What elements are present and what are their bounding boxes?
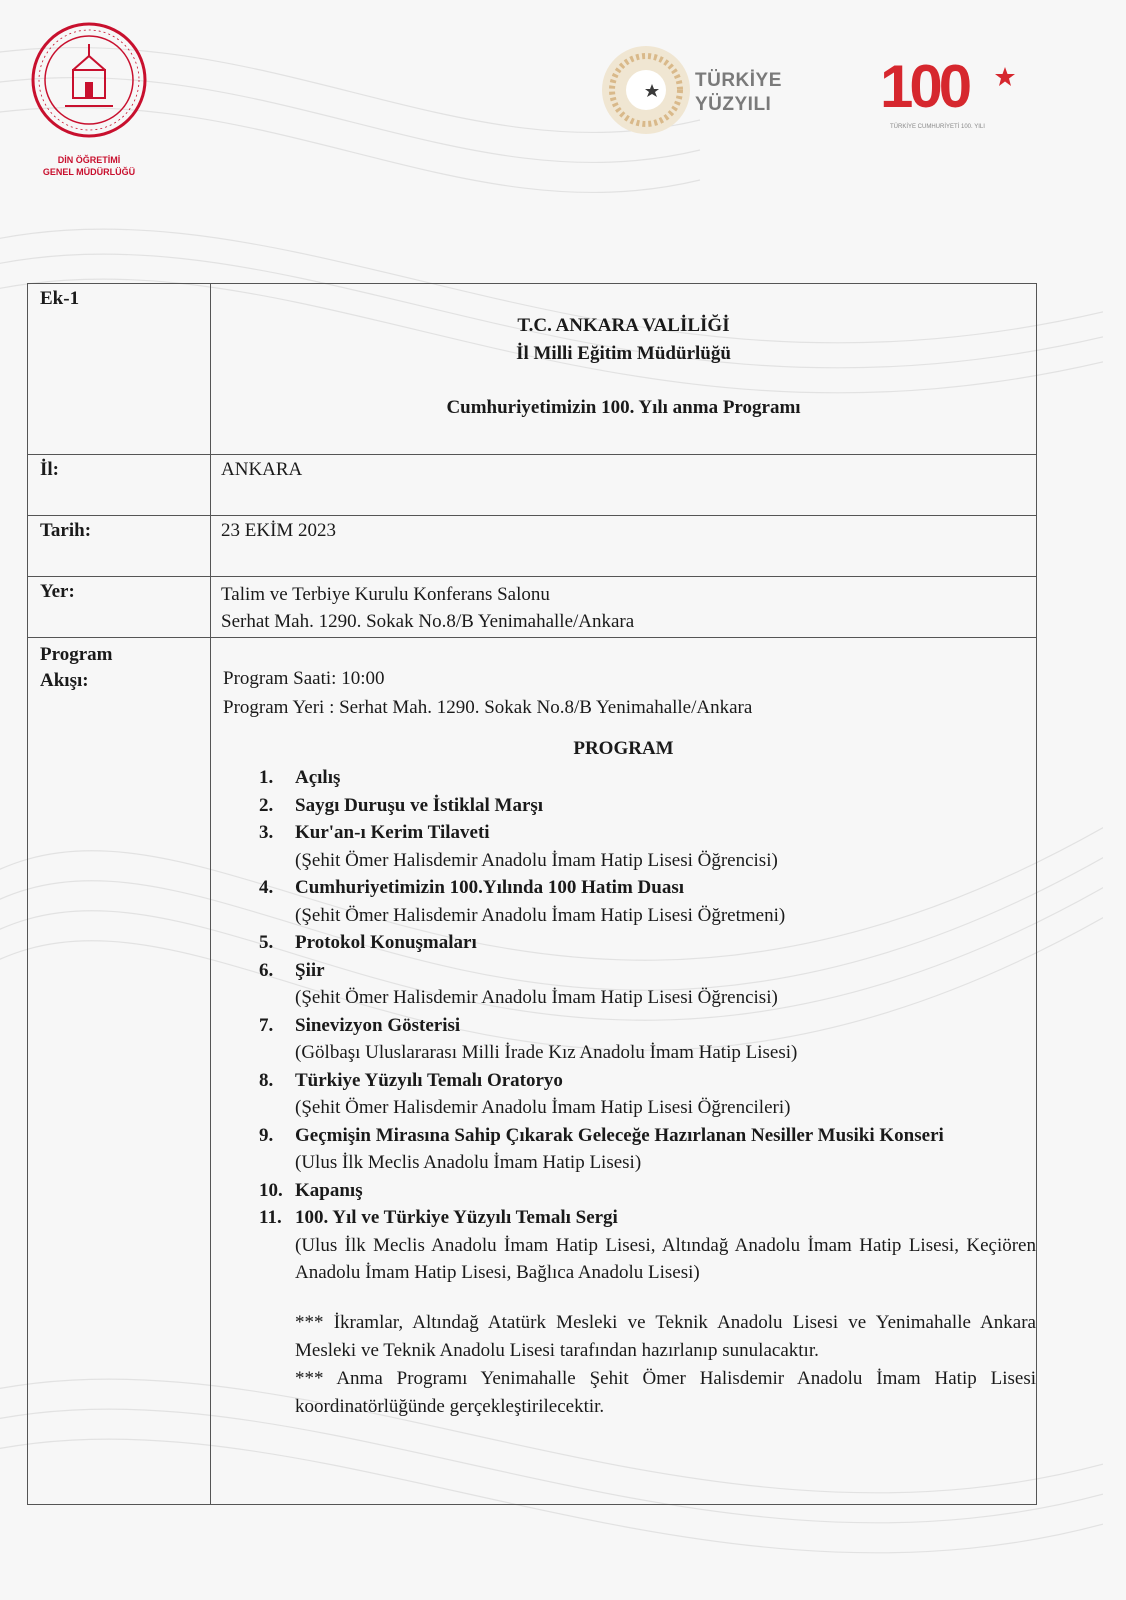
program-item-number: 2. <box>259 794 274 816</box>
yer-value-line1: Talim ve Terbiye Kurulu Konferans Salonu <box>221 584 550 605</box>
program-item <box>259 792 1036 820</box>
program-item <box>259 1012 1036 1067</box>
program-item-number: 9. <box>259 1124 274 1146</box>
program-title: PROGRAM <box>573 738 674 759</box>
program-saati: Program Saati: 10:00 <box>223 668 385 689</box>
program-item-performer: (Şehit Ömer Halisdemir Anadolu İmam Hatip Lisesi Öğrencisi) <box>295 987 778 1008</box>
program-item-title: Saygı Duruşu ve İstiklal Marşı <box>295 794 544 816</box>
tarih-value: 23 EKİM 2023 <box>211 516 1037 577</box>
note-ikramlar: *** İkramlar, Altındağ Atatürk Mesleki ve Teknik Anadolu Lisesi ve Yenimahalle Ankara Mesleki ve Teknik Anadolu Lisesi tarafından hazırlanıp sunulacaktır. <box>295 1311 1036 1361</box>
program-list <box>211 764 1036 1287</box>
tarih-label: Tarih: <box>28 516 211 577</box>
program-item-number: 6. <box>259 959 274 981</box>
ek-label: Ek-1 <box>28 284 211 455</box>
program-item-title: 100. Yıl ve Türkiye Yüzyılı Temalı Sergi <box>295 1207 618 1228</box>
yer-row <box>28 577 1037 638</box>
program-item-number: 1. <box>259 767 274 788</box>
yer-value-line2: Serhat Mah. 1290. Sokak No.8/B Yenimahalle/Ankara <box>221 611 635 632</box>
program-item-title: Geçmişin Mirasına Sahip Çıkarak Geleceğe Hazırlanan Nesiller Musiki Konseri <box>295 1124 944 1146</box>
program-item-title: Sinevizyon Gösterisi <box>295 1014 461 1036</box>
program-item <box>259 1067 1036 1122</box>
program-item <box>259 874 1036 929</box>
program-item-performer: (Şehit Ömer Halisdemir Anadolu İmam Hatip Lisesi Öğretmeni) <box>295 904 786 926</box>
program-item-title: Protokol Konuşmaları <box>295 932 477 953</box>
yer-label: Yer: <box>28 577 211 638</box>
program-label-line1: Program <box>40 644 113 665</box>
program-item <box>259 764 1036 792</box>
program-item <box>259 929 1036 957</box>
program-item-performer: (Ulus İlk Meclis Anadolu İmam Hatip Lisesi, Altındağ Anadolu İmam Hatip Lisesi, Keçiören Anadolu İmam Hatip Lisesi, Bağlıca Anadolu Lisesi) <box>295 1234 1036 1283</box>
program-item-number: 5. <box>259 932 274 953</box>
program-item-number: 8. <box>259 1069 274 1091</box>
title-line3: Cumhuriyetimizin 100. Yılı anma Programı <box>446 397 801 418</box>
program-item-number: 4. <box>259 877 274 898</box>
program-item <box>259 1177 1036 1205</box>
title-line1: T.C. ANKARA VALİLİĞİ <box>517 315 730 336</box>
program-item-performer: (Gölbaşı Uluslararası Milli İrade Kız Anadolu İmam Hatip Lisesi) <box>295 1042 798 1063</box>
logo-turkiye-text: TÜRKİYE <box>695 70 782 91</box>
logo-100-text: 100 <box>880 53 969 120</box>
din-ogretimi-logo <box>24 20 154 190</box>
program-item-title: Açılış <box>295 767 341 788</box>
program-item-performer: (Şehit Ömer Halisdemir Anadolu İmam Hatip Lisesi Öğrencileri) <box>295 1097 791 1118</box>
program-table <box>27 283 1037 1505</box>
header-row <box>28 284 1037 455</box>
program-item-number: 3. <box>259 822 274 843</box>
program-item <box>259 957 1036 1012</box>
logo-caption-line1: DİN ÖĞRETİMİ <box>57 155 121 165</box>
program-item-performer: (Şehit Ömer Halisdemir Anadolu İmam Hatip Lisesi Öğrencisi) <box>295 849 778 871</box>
program-cell <box>211 638 1037 1505</box>
program-item <box>259 1204 1036 1287</box>
logo-caption-line2: GENEL MÜDÜRLÜĞÜ <box>42 167 136 177</box>
program-yeri: Program Yeri : Serhat Mah. 1290. Sokak No.8/B Yenimahalle/Ankara <box>223 697 753 718</box>
logo-small-text: TÜRKİYE CUMHURİYETİ 100. YILI <box>890 124 985 130</box>
program-item-number: 11. <box>259 1207 282 1228</box>
title-line2: İl Milli Eğitim Müdürlüğü <box>516 343 731 364</box>
program-item-title: Cumhuriyetimizin 100.Yılında 100 Hatim Duası <box>295 877 684 898</box>
il-row <box>28 455 1037 516</box>
tarih-row <box>28 516 1037 577</box>
notes <box>295 1309 1036 1421</box>
header-cell <box>211 284 1037 455</box>
turkiye-yuzyili-logo <box>600 44 810 144</box>
il-label: İl: <box>28 455 211 516</box>
ministry-seal-icon <box>29 20 149 140</box>
program-item <box>259 1122 1036 1177</box>
il-value: ANKARA <box>211 455 1037 516</box>
program-item-title: Kapanış <box>295 1179 363 1201</box>
program-label-line2: Akışı: <box>40 670 89 691</box>
star-icon <box>994 66 1016 88</box>
program-item-performer: (Ulus İlk Meclis Anadolu İmam Hatip Lisesi) <box>295 1152 642 1173</box>
cumhuriyet-100-logo <box>876 52 1036 142</box>
program-item <box>259 819 1036 874</box>
note-koordinasyon: *** Anma Programı Yenimahalle Şehit Ömer Halisdemir Anadolu İmam Hatip Lisesi koordinatörlüğünde gerçekleştirilecektir. <box>295 1367 1036 1417</box>
program-item-number: 7. <box>259 1014 274 1036</box>
program-item-title: Şiir <box>295 959 325 981</box>
logo-yuzyili-text: YÜZYILI <box>695 94 772 115</box>
program-item-number: 10. <box>259 1179 283 1201</box>
program-item-title: Kur'an-ı Kerim Tilaveti <box>295 822 490 843</box>
program-item-title: Türkiye Yüzyılı Temalı Oratoryo <box>295 1069 563 1091</box>
program-row <box>28 638 1037 1505</box>
crescent-star-icon <box>600 44 692 136</box>
